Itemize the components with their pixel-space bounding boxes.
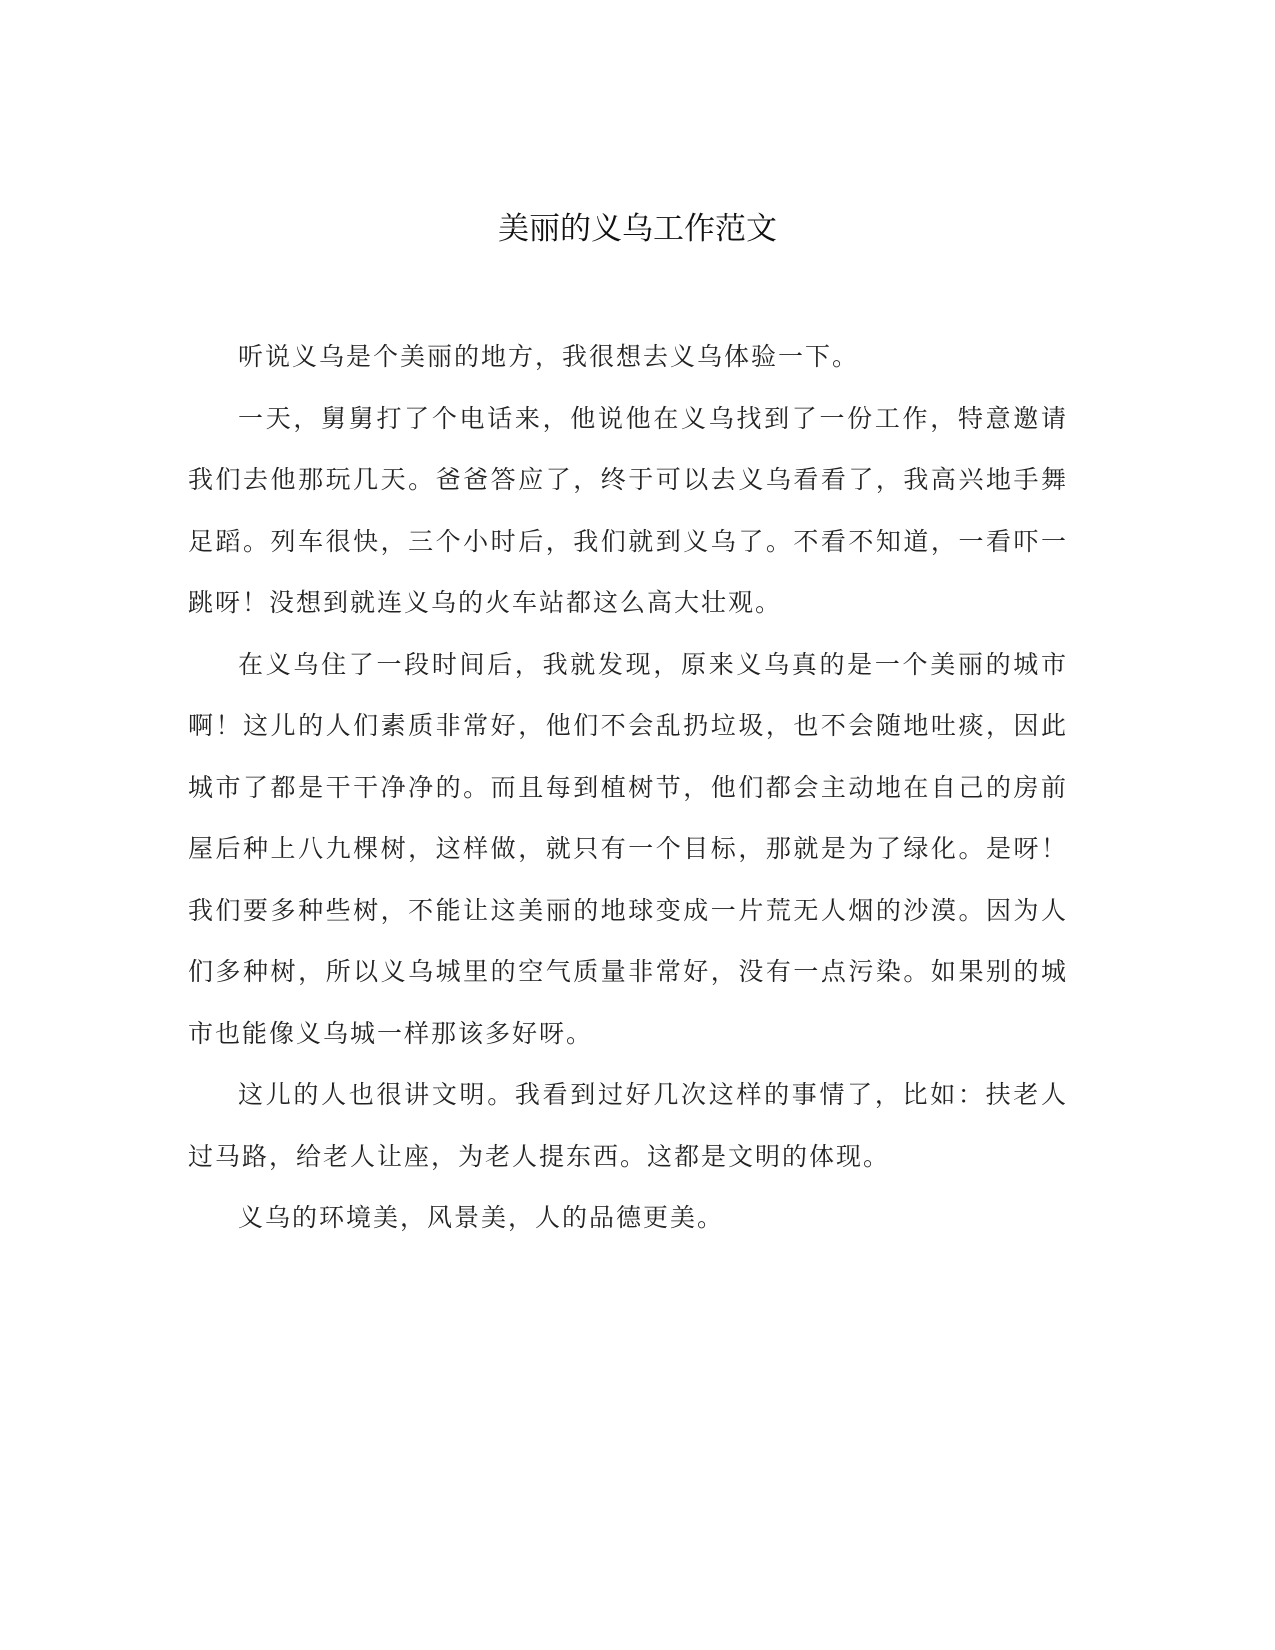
document-body: [188, 326, 1068, 1249]
document-title: 美丽的义乌工作范文: [498, 211, 777, 247]
paragraph-4: 这儿的人也很讲文明。我看到过好几次这样的事情了，比如：扶老人过马路，给老人让座，为老人提东西。这都是文明的体现。: [188, 1080, 1068, 1171]
paragraph-1: 听说义乌是个美丽的地方，我很想去义乌体验一下。: [238, 342, 860, 371]
paragraph-2: 一天，舅舅打了个电话来，他说他在义乌找到了一份工作，特意邀请我们去他那玩几天。爸爸答应了，终于可以去义乌看看了，我高兴地手舞足蹈。列车很快，三个小时后，我们就到义乌了。不看不知道，一看吓一跳呀！没想到就连义乌的火车站都这么高大壮观。: [188, 403, 1068, 617]
paragraph-5: 义乌的环境美，风景美，人的品德更美。: [238, 1203, 725, 1232]
paragraph-3: 在义乌住了一段时间后，我就发现，原来义乌真的是一个美丽的城市啊！这儿的人们素质非常好，他们不会乱扔垃圾，也不会随地吐痰，因此城市了都是干干净净的。而且每到植树节，他们都会主动地在自己的房前屋后种上八九棵树，这样做，就只有一个目标，那就是为了绿化。是呀！我们要多种些树，不能让这美丽的地球变成一片荒无人烟的沙漠。因为人们多种树，所以义乌城里的空气质量非常好，没有一点污染。如果别的城市也能像义乌城一样那该多好呀。: [188, 649, 1068, 1048]
